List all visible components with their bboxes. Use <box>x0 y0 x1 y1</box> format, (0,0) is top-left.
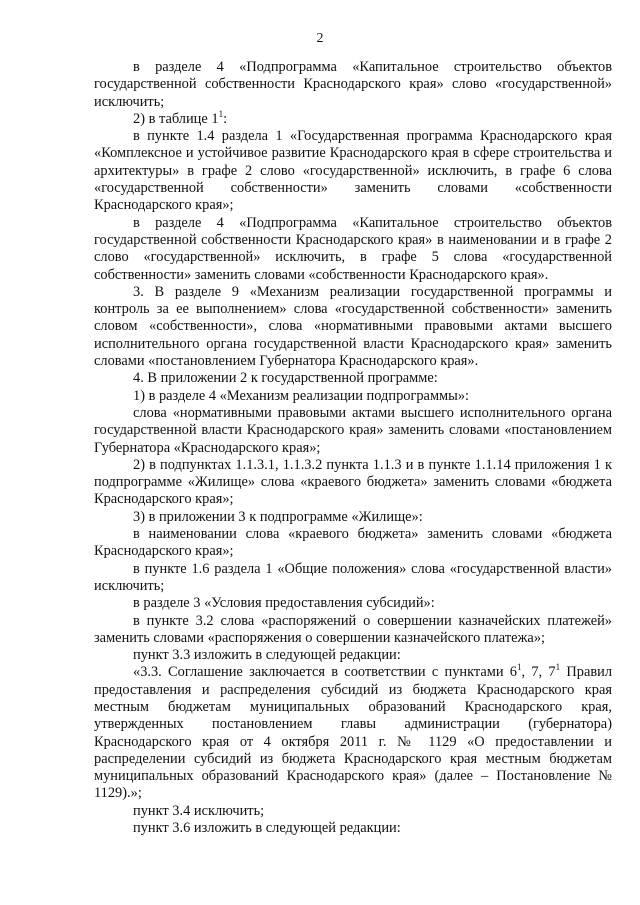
paragraph: в пункте 1.4 раздела 1 «Государственная программа Краснодарского края «Комплексное и устойчивое развитие Краснодарского края в сфере строительства и архитектуры» в графе 2 слово «государственной» исключить, в графе 6 слова «государственной собственности» заменить словами «собственности Краснодарского края»; <box>94 128 612 214</box>
paragraph-text: 2) в таблице 1 <box>133 110 219 127</box>
paragraph: 2) в подпунктах 1.1.3.1, 1.1.3.2 пункта 1.1.3 и в пункте 1.1.14 приложения 1 к подпрограмме «Жилище» слова «краевого бюджета» заменить словами «бюджета Краснодарского края»; <box>94 456 612 508</box>
document-body <box>94 59 612 837</box>
paragraph: в разделе 3 «Условия предоставления субсидий»: <box>133 595 435 612</box>
paragraph: слова «нормативными правовыми актами высшего исполнительного органа государственной власти Краснодарского края» заменить словами «постановлением Губернатора «Краснодарского края»; <box>94 404 612 456</box>
paragraph: 3) в приложении 3 к подпрограмме «Жилище»: <box>133 508 423 525</box>
paragraph: 3. В разделе 9 «Механизм реализации государственной программы и контроль за ее выполнением» слова «государственной собственности» заменить словом «собственности», слова «нормативными правовыми актами высшего исполнительного органа государственной власти Краснодарского края» заменить словами «постановлением Губернатора Краснодарского края». <box>94 283 612 370</box>
page-number: 2 <box>316 31 324 46</box>
colon: : <box>223 110 228 127</box>
paragraph-table-1 <box>94 111 612 128</box>
superscript-mark: 1 <box>218 109 224 120</box>
paragraph: 1) в разделе 4 «Механизм реализации подпрограммы»: <box>133 387 470 404</box>
superscript-mark: 1 <box>555 662 561 673</box>
paragraph-text: Правил предоставления и распределения субсидий из бюджета Краснодарского края местным бюджетам муниципальных образований Краснодарского края, утвержденных постановлением главы администрации (губернатора) Краснодарского края от 4 октября 2011 г. № 1129 «О предоставлении и распределении субсидий из бюджета Краснодарского края местным бюджетам муниципальных образований Краснодарского края» (далее – Постановление № 1129).»; <box>94 664 613 802</box>
paragraph: пункт 3.6 изложить в следующей редакции: <box>133 820 401 837</box>
paragraph: в разделе 4 «Подпрограмма «Капитальное строительство объектов государственной собственности Краснодарского края» слово «государственной» исключить; <box>94 59 612 110</box>
paragraph: пункт 3.3 изложить в следующей редакции: <box>133 647 401 664</box>
paragraph: пункт 3.4 исключить; <box>133 802 265 819</box>
superscript-mark: 1 <box>517 662 522 673</box>
paragraph: в разделе 4 «Подпрограмма «Капитальное строительство объектов государственной собственности Краснодарского края» в наименовании и в графе 2 слово «государственной» исключить, в графе 5 слова «государственной собственности» заменить словами «собственности Краснодарского края». <box>94 214 612 283</box>
paragraph: в пункте 1.6 раздела 1 «Общие положения» слова «государственной власти» исключить; <box>94 560 612 594</box>
paragraph-point-3-3 <box>94 664 612 802</box>
paragraph-text: , 7, 7 <box>521 664 556 681</box>
paragraph: 4. В приложении 2 к государственной программе: <box>133 370 438 387</box>
paragraph: в пункте 3.2 слова «распоряжений о совершении казначейских платежей» заменить словами «распоряжения о совершении казначейского платежа»; <box>94 612 612 646</box>
paragraph-text: «3.3. Соглашение заключается в соответствии с пунктами 6 <box>133 664 518 681</box>
paragraph: в наименовании слова «краевого бюджета» заменить словами «бюджета Краснодарского края»; <box>94 526 612 560</box>
